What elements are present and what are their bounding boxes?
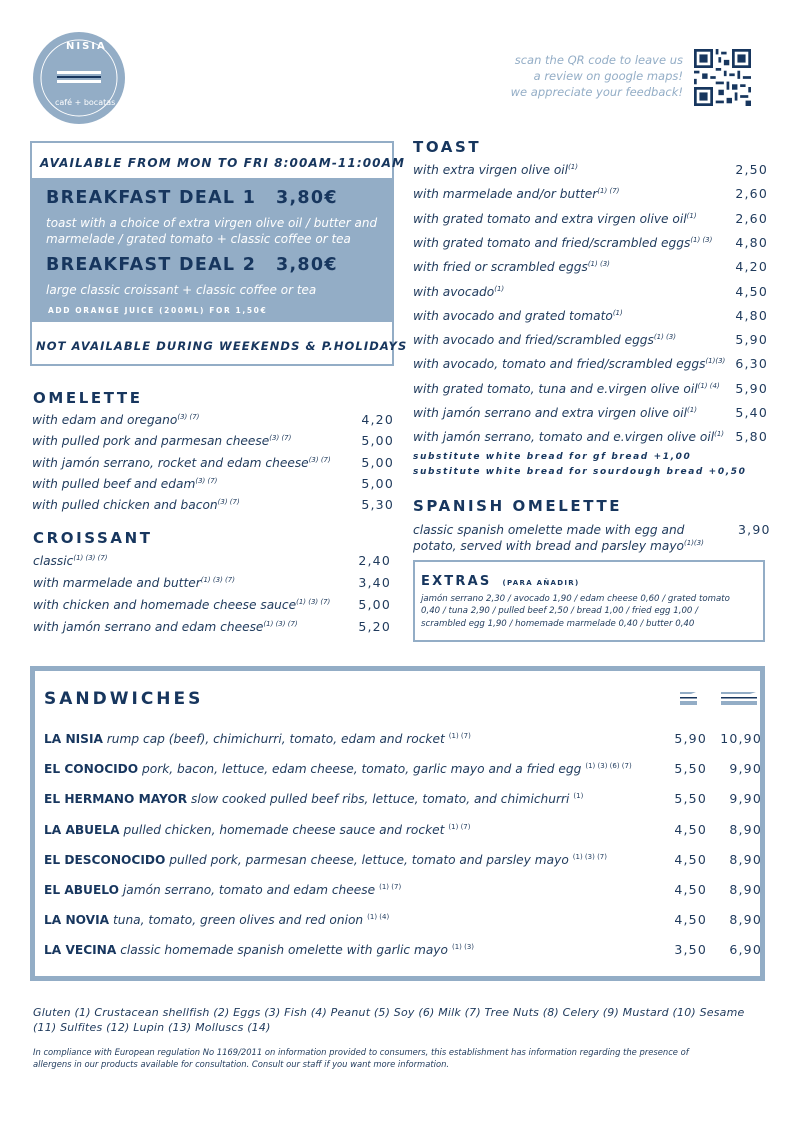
croissant-item-name: with chicken and homemade cheese sauce — [33, 598, 297, 612]
omelette-item — [32, 412, 394, 427]
toast-item-name-wrap — [413, 187, 619, 201]
toast-item-price: 2,60 — [735, 186, 768, 202]
toast-item-name: with jamón serrano, tomato and e.virgen olive oil — [413, 430, 715, 445]
toast-item-allergens: (1) (7) — [597, 187, 620, 196]
toast-item-name: with fried or scrambled eggs — [413, 260, 588, 275]
croissant-item-allergens: (1) (3) (7) — [263, 619, 298, 628]
toast-item — [413, 235, 768, 250]
omelette-item — [32, 433, 394, 448]
sandwich-description: classic homemade spanish omelette with garlic mayo — [120, 943, 448, 958]
compliance-notice — [33, 1047, 689, 1070]
sandwich-name-wrap — [44, 883, 651, 897]
sandwich-name-wrap — [44, 853, 651, 867]
sandwich-description: pork, bacon, lettuce, edam cheese, tomato, garlic mayo and a fried egg — [142, 762, 582, 777]
croissant-item-name-wrap — [33, 598, 330, 612]
sandwich-allergens: (1) (7) — [448, 822, 471, 831]
toast-item-allergens: (1) — [687, 405, 697, 414]
croissant-item — [33, 597, 391, 612]
review-line-2: a review on google maps! — [533, 69, 683, 83]
toast-item-allergens: (1) — [612, 308, 623, 317]
omelette-item-name-wrap — [32, 456, 331, 470]
toast-item-name-wrap — [413, 406, 697, 420]
croissant-item-allergens: (1) (3) (7) — [296, 597, 331, 606]
deal-1-description: toast with a choice of extra virgen olive oil / butter and marmelade / grated tomato + classic coffee or tea — [46, 216, 378, 246]
deal-1-price: 3,80€ — [276, 188, 338, 208]
sandwich-small-price: 5,50 — [674, 791, 707, 807]
omelette-item-price: 4,20 — [361, 412, 394, 427]
toast-item-name-wrap — [413, 382, 720, 396]
sandwich-row — [44, 882, 762, 897]
nisia-logo — [33, 32, 125, 124]
sandwich-description: tuna, tomato, green olives and red onion — [112, 913, 364, 928]
croissant-item-name: with jamón serrano and edam cheese — [33, 620, 264, 634]
sandwich-name: EL HERMANO MAYOR — [44, 792, 188, 807]
omelette-item-name-wrap — [32, 477, 217, 491]
toast-item-allergens: (1) — [568, 162, 578, 171]
breakfast-availability: AVAILABLE FROM MON TO FRI 8:00AM-11:00AM — [40, 156, 406, 170]
croissant-item-name: with marmelade and butter — [33, 576, 201, 590]
toast-item — [413, 429, 768, 444]
sourdough-bread-note: substitute white bread for sourdough bread +0,50 — [413, 467, 747, 477]
deal-2-title: BREAKFAST DEAL 2 — [46, 255, 257, 275]
toast-item — [413, 211, 768, 226]
toast-item-name: with marmelade and/or butter — [413, 187, 598, 202]
extras-line-1: jamón serrano 2,30 / avocado 1,90 / edam cheese 0,60 / grated tomato — [421, 594, 730, 604]
sandwich-description: pulled chicken, homemade cheese sauce and rocket — [123, 822, 445, 837]
sandwich-large-price: 8,90 — [729, 882, 762, 897]
deal-2-description: large classic croissant + classic coffee or tea — [46, 283, 317, 297]
omelette-item-price: 5,00 — [361, 433, 394, 449]
sandwich-description: jamón serrano, tomato and edam cheese — [122, 883, 376, 897]
sandwich-name: LA VECINA — [44, 943, 117, 958]
omelette-item — [32, 497, 394, 512]
sandwich-name: LA ABUELA — [44, 822, 120, 837]
toast-item-name-wrap — [413, 236, 712, 250]
gf-bread-note: substitute white bread for gf bread +1,00 — [413, 452, 692, 462]
toast-item-price: 4,50 — [735, 283, 768, 299]
spanish-omelette-description — [413, 522, 704, 554]
sandwich-name: LA NISIA — [44, 732, 103, 746]
toast-item-name-wrap — [413, 430, 724, 444]
toast-item-name: with avocado and fried/scrambled eggs — [413, 333, 654, 348]
croissant-item-price: 2,40 — [358, 553, 391, 568]
allergen-legend-line-1: Gluten (1) Crustacean shellfish (2) Eggs (3) Fish (4) Peanut (5) Soy (6) Milk (7) Tree Nuts (8) Celery (9) Mustard (10) Sesame — [33, 1006, 745, 1019]
toast-item — [413, 259, 768, 274]
sandwich-name: EL DESCONOCIDO — [44, 852, 166, 867]
croissant-item-name-wrap — [33, 620, 298, 634]
toast-item-allergens: (1) — [714, 430, 725, 439]
orange-juice-addon: ADD ORANGE JUICE (200ML) FOR 1,50€ — [48, 306, 268, 315]
omelette-item-allergens: (3) (7) — [217, 498, 240, 507]
compliance-line-2: allergens in our products available for consultation. Consult our staff if you want more information. — [33, 1058, 450, 1069]
extras-heading — [421, 570, 579, 589]
omelette-item-name-wrap — [32, 498, 240, 512]
sandwich-allergens: (1) (3) (6) (7) — [585, 762, 632, 771]
allergen-legend-line-2: (11) Sulfites (12) Lupin (13) Molluscs (14) — [33, 1020, 271, 1034]
sandwich-row — [44, 822, 762, 837]
omelette-item-name: with edam and oregano — [32, 413, 178, 427]
review-prompt — [511, 52, 683, 100]
deal-2-price: 3,80€ — [276, 255, 338, 275]
toast-item-allergens: (1) (3) — [690, 235, 713, 244]
sandwich-name-wrap — [44, 792, 651, 806]
toast-item-allergens: (1) (4) — [697, 381, 720, 390]
sandwich-name: LA NOVIA — [44, 913, 110, 928]
omelette-item-allergens: (3) (7) — [308, 455, 331, 464]
sandwich-allergens: (1) (3) (7) — [572, 852, 607, 861]
extras-subtitle: (PARA AÑADIR) — [502, 579, 580, 587]
toast-item-price: 4,80 — [735, 307, 768, 323]
croissant-item — [33, 619, 391, 634]
sandwich-large-price: 10,90 — [720, 731, 762, 746]
croissant-item-name: classic — [33, 554, 74, 568]
sandwich-name: EL ABUELO — [44, 883, 119, 897]
extras-list — [421, 593, 730, 630]
toast-item-price: 5,90 — [735, 380, 768, 396]
omelette-item-name: with pulled pork and parmesan cheese — [32, 434, 270, 449]
toast-item-name-wrap — [413, 285, 504, 299]
sandwich-allergens: (1) (3) — [451, 943, 475, 952]
toast-item-price: 5,80 — [735, 429, 768, 445]
croissant-item-allergens: (1) (3) (7) — [73, 553, 108, 562]
toast-item-name-wrap — [413, 309, 623, 323]
toast-item-price: 2,60 — [735, 210, 768, 226]
sandwich-small-price: 5,50 — [674, 761, 707, 777]
sandwich-row — [44, 942, 762, 957]
logo-tagline: café + bocatas — [55, 98, 116, 107]
sandwich-name-wrap — [44, 823, 651, 837]
toast-item-name: with jamón serrano and extra virgen olive oil — [413, 406, 688, 420]
compliance-line-1: In compliance with European regulation No 1169/2011 on information provided to consumers, this establishment has information regarding the presence of — [33, 1047, 689, 1057]
toast-item — [413, 356, 768, 371]
toast-item-name-wrap — [413, 333, 676, 347]
omelette-title: OMELETTE — [33, 389, 143, 407]
sandwich-name-wrap — [44, 762, 651, 776]
toast-item — [413, 405, 768, 420]
toast-item-allergens: (1)(3) — [705, 357, 726, 366]
sandwich-name-wrap — [44, 732, 651, 746]
small-sandwich-icon — [679, 690, 699, 706]
toast-item-allergens: (1) — [686, 211, 697, 220]
sandwich-description: pulled pork, parmesan cheese, lettuce, tomato and parsley mayo — [169, 852, 569, 867]
sandwich-name: EL CONOCIDO — [44, 762, 139, 777]
toast-item-name: with grated tomato and extra virgen olive oil — [413, 211, 687, 226]
review-line-1: scan the QR code to leave us — [514, 53, 683, 67]
sandwich-allergens: (1) — [573, 792, 584, 801]
sandwich-small-price: 3,50 — [674, 942, 707, 958]
sandwich-allergens: (1) (7) — [448, 731, 471, 740]
toast-item-price: 6,30 — [735, 356, 768, 372]
logo-name: NISIA — [66, 41, 107, 52]
sandwich-row — [44, 731, 762, 746]
toast-item-price: 4,80 — [735, 234, 768, 250]
sandwich-allergens: (1) (4) — [367, 913, 390, 922]
sandwich-row — [44, 912, 762, 927]
omelette-item-allergens: (3) (7) — [177, 412, 200, 421]
toast-item-price: 5,90 — [735, 332, 768, 348]
toast-item-name-wrap — [413, 357, 725, 371]
croissant-item-allergens: (1) (3) (7) — [200, 575, 235, 584]
toast-item-allergens: (1) — [494, 284, 505, 293]
toast-item — [413, 162, 768, 177]
deal-1-title: BREAKFAST DEAL 1 — [46, 188, 257, 208]
croissant-title: CROISSANT — [33, 529, 153, 547]
toast-item-name: with grated tomato and fried/scrambled eggs — [413, 235, 691, 250]
sandwich-description: rump cap (beef), chimichurri, tomato, edam and rocket — [106, 732, 445, 746]
sandwich-small-price: 4,50 — [674, 912, 707, 928]
toast-item — [413, 381, 768, 396]
sandwich-large-price: 8,90 — [729, 851, 762, 867]
croissant-item-price: 5,00 — [358, 597, 391, 612]
sandwich-large-price: 9,90 — [729, 791, 762, 807]
large-sandwich-icon — [720, 690, 758, 706]
toast-item-name: with extra virgen olive oil — [413, 163, 569, 177]
toast-item-name-wrap — [413, 212, 697, 226]
omelette-item — [32, 476, 394, 491]
omelette-item-name-wrap — [32, 413, 199, 427]
extras-line-2: 0,40 / tuna 2,90 / pulled beef 2,50 / bread 1,00 / fried egg 1,00 / — [421, 606, 699, 617]
sandwich-name-wrap — [44, 913, 651, 927]
omelette-item-price: 5,30 — [361, 497, 394, 513]
extras-line-3: scrambled egg 1,90 / homemade marmelade 0,40 / butter 0,40 — [421, 618, 695, 629]
sandwich-small-price: 4,50 — [674, 821, 707, 837]
toast-item-name: with avocado, tomato and fried/scrambled eggs — [413, 357, 706, 372]
toast-item — [413, 308, 768, 323]
toast-item-name: with avocado and grated tomato — [413, 308, 613, 323]
toast-item-name-wrap — [413, 260, 610, 274]
qr-code-icon[interactable] — [694, 49, 751, 106]
spanish-omelette-title: SPANISH OMELETTE — [413, 497, 623, 515]
toast-item-name: with avocado — [413, 284, 495, 299]
sandwich-row — [44, 791, 762, 806]
omelette-item-name-wrap — [32, 434, 291, 448]
omelette-item-price: 5,00 — [361, 454, 394, 470]
sandwiches-title: SANDWICHES — [44, 689, 204, 709]
sandwich-small-price: 4,50 — [674, 882, 707, 897]
omelette-item — [32, 455, 394, 470]
sandwich-large-price: 8,90 — [729, 821, 762, 837]
sandwich-name-wrap — [44, 943, 651, 957]
toast-item-price: 4,20 — [735, 259, 768, 275]
breakfast-not-available: NOT AVAILABLE DURING WEEKENDS & P.HOLIDAYS — [36, 339, 408, 353]
toast-item — [413, 284, 768, 299]
croissant-item — [33, 575, 391, 590]
extras-title: EXTRAS — [421, 574, 492, 589]
toast-title: TOAST — [413, 138, 482, 156]
croissant-item-name-wrap — [33, 576, 235, 590]
toast-item-price: 5,40 — [735, 405, 768, 420]
toast-item-name: with grated tomato, tuna and e.virgen olive oil — [413, 381, 698, 396]
toast-item — [413, 186, 768, 201]
omelette-item-name: with pulled chicken and bacon — [32, 498, 218, 513]
sandwich-small-price: 4,50 — [674, 851, 707, 867]
spanish-omelette-allergens: (1)(3) — [684, 538, 704, 547]
spanish-omelette-line-1: classic spanish omelette made with egg and — [413, 523, 685, 537]
sandwich-allergens: (1) (7) — [379, 882, 402, 891]
omelette-item-price: 5,00 — [361, 475, 394, 491]
sandwich-row — [44, 761, 762, 776]
toast-item-name-wrap — [413, 163, 578, 177]
sandwich-large-price: 9,90 — [729, 761, 762, 777]
omelette-item-allergens: (3) (7) — [195, 476, 218, 485]
sandwich-small-price: 5,90 — [674, 731, 707, 746]
croissant-item-price: 3,40 — [358, 575, 391, 590]
spanish-omelette-price: 3,90 — [738, 522, 771, 537]
allergen-legend — [33, 1006, 745, 1035]
croissant-item — [33, 553, 391, 568]
sandwich-large-price: 6,90 — [729, 942, 762, 958]
omelette-item-name: with pulled beef and edam — [32, 476, 196, 491]
toast-item-price: 2,50 — [735, 162, 768, 177]
omelette-item-name: with jamón serrano, rocket and edam cheese — [32, 455, 309, 470]
toast-item-allergens: (1) (3) — [653, 333, 676, 342]
review-line-3: we appreciate your feedback! — [510, 85, 683, 99]
sandwich-large-price: 8,90 — [729, 912, 762, 928]
toast-item-allergens: (1) (3) — [587, 260, 610, 269]
croissant-item-price: 5,20 — [358, 619, 391, 634]
toast-item — [413, 332, 768, 347]
sandwich-description: slow cooked pulled beef ribs, lettuce, tomato, and chimichurri — [191, 792, 570, 807]
spanish-omelette-line-2: potato, served with bread and parsley mayo — [413, 539, 685, 553]
sandwich-row — [44, 852, 762, 867]
croissant-item-name-wrap — [33, 554, 108, 568]
omelette-item-allergens: (3) (7) — [269, 434, 292, 443]
